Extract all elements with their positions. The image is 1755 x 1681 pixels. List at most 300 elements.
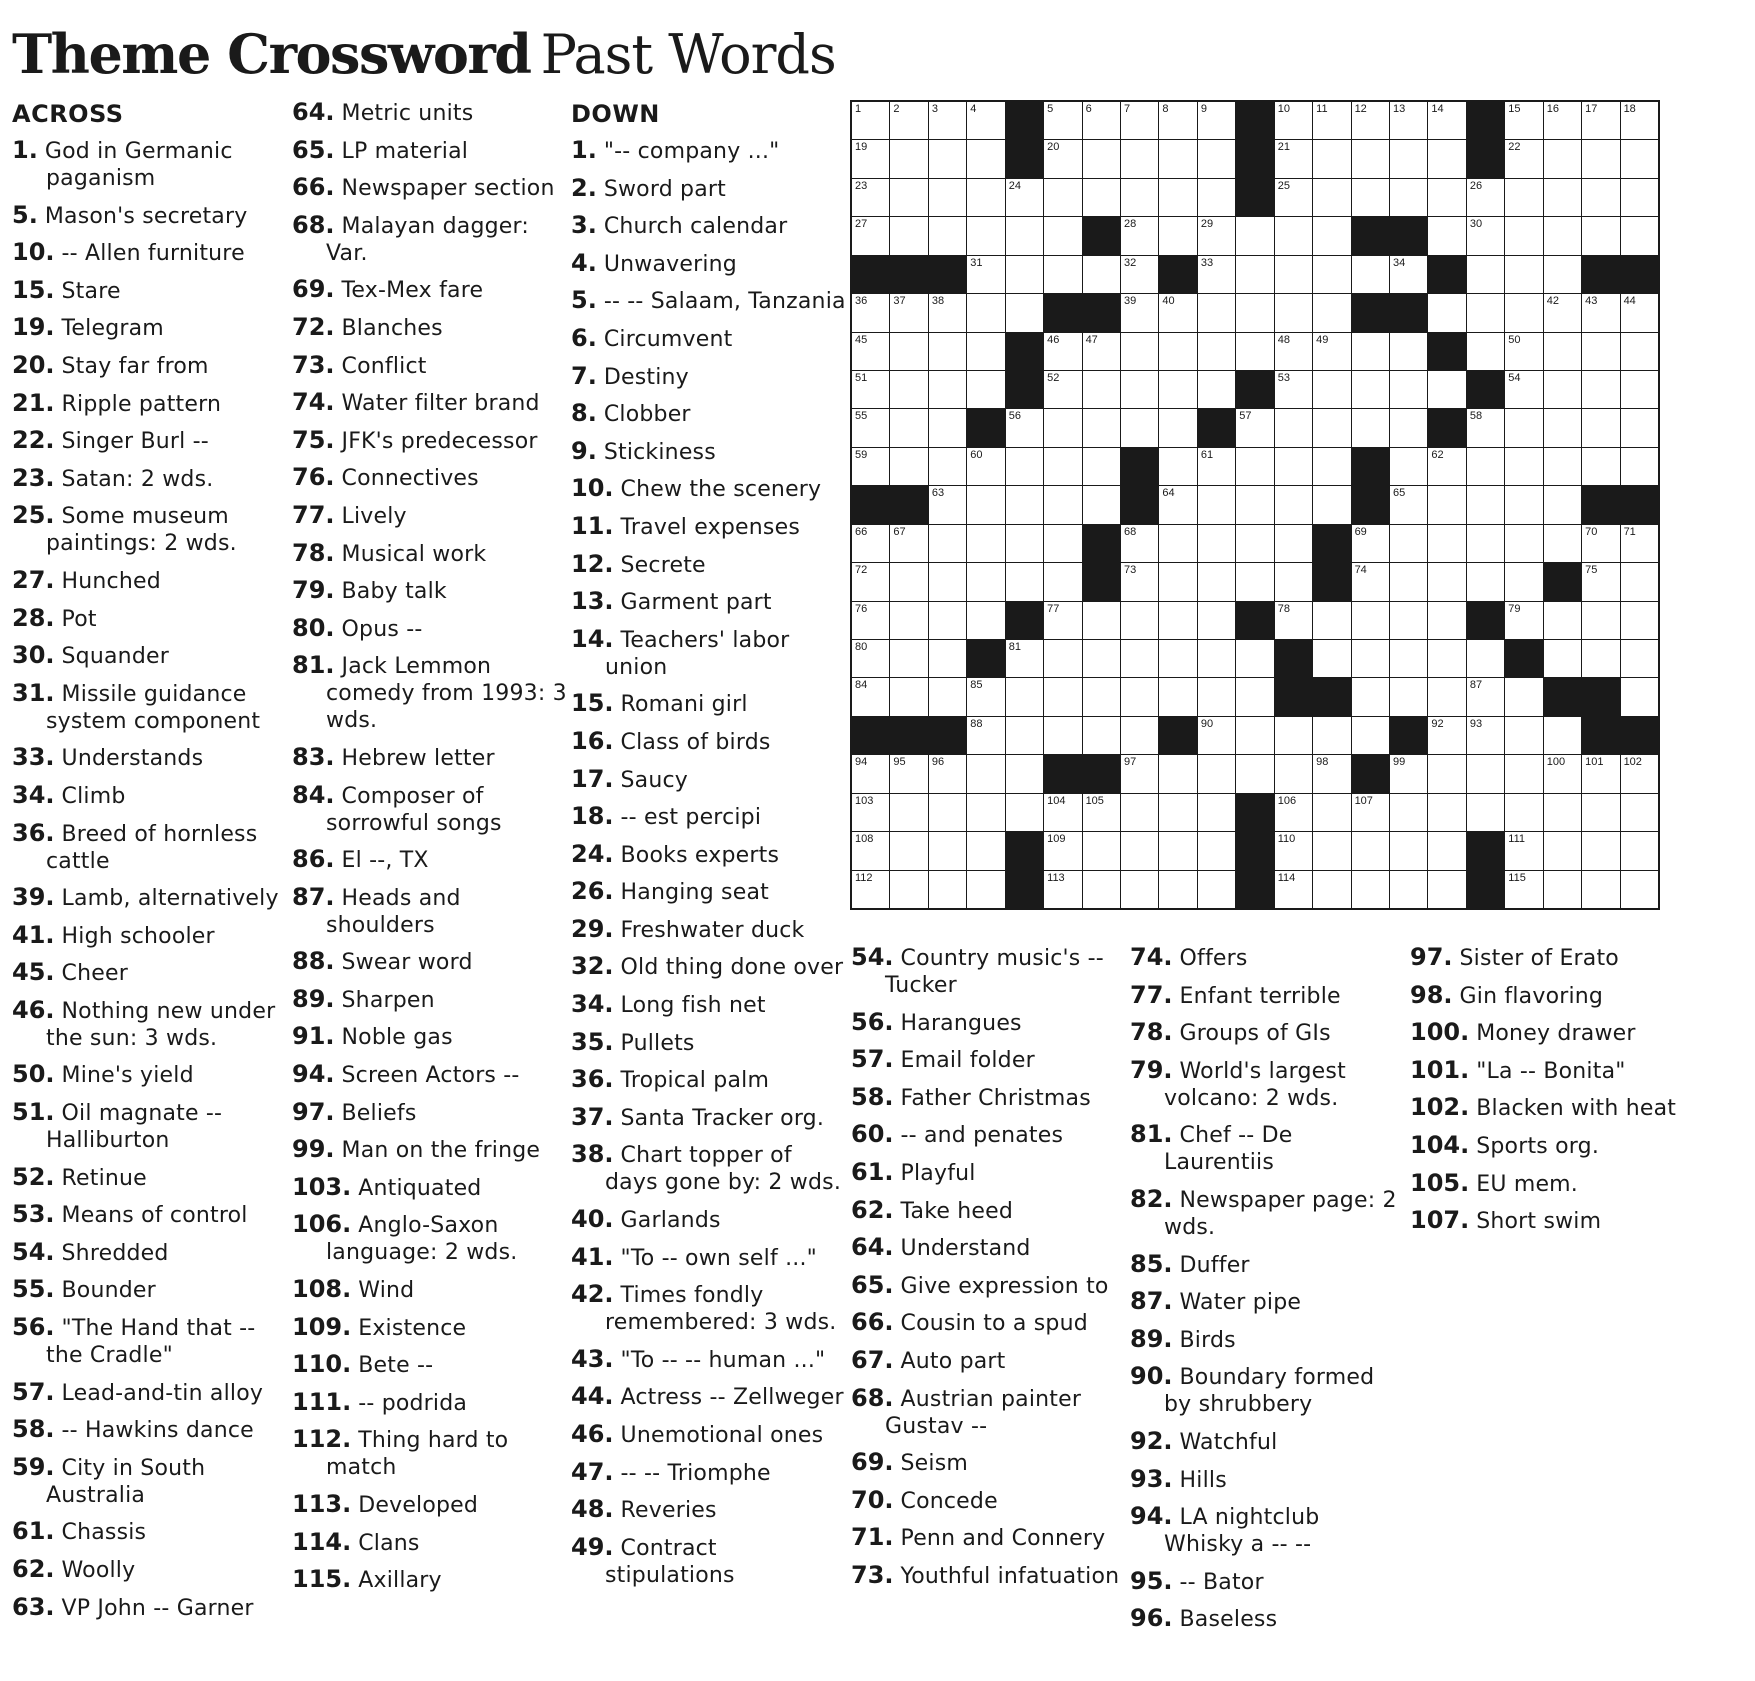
grid-cell[interactable] (1198, 102, 1235, 139)
grid-cell[interactable] (1313, 217, 1350, 254)
grid-cell[interactable] (1198, 140, 1235, 177)
grid-cell[interactable] (1275, 294, 1312, 331)
down-clue[interactable] (1130, 1466, 1406, 1494)
grid-cell[interactable] (1236, 256, 1273, 293)
grid-cell[interactable] (967, 486, 1004, 523)
grid-cell[interactable] (1352, 563, 1389, 600)
grid-cell[interactable] (1236, 755, 1273, 792)
across-clue[interactable] (12, 1556, 282, 1584)
down-clue[interactable] (1410, 1094, 1686, 1122)
grid-cell[interactable] (1313, 371, 1350, 408)
grid-cell[interactable] (929, 102, 966, 139)
across-clue[interactable] (12, 1594, 282, 1622)
grid-cell[interactable] (1044, 871, 1081, 908)
down-clue[interactable] (851, 944, 1127, 999)
down-clue[interactable] (1130, 1019, 1406, 1047)
grid-cell[interactable] (1505, 140, 1542, 177)
grid-cell[interactable] (1582, 525, 1619, 562)
down-clue[interactable] (571, 137, 847, 165)
grid-cell[interactable] (1275, 832, 1312, 869)
grid-cell[interactable] (1428, 832, 1465, 869)
grid-cell[interactable] (929, 525, 966, 562)
down-clue[interactable] (851, 1309, 1127, 1337)
grid-cell[interactable] (1428, 179, 1465, 216)
down-clue[interactable] (571, 1066, 847, 1094)
grid-cell[interactable] (1313, 409, 1350, 446)
grid-cell[interactable] (1006, 294, 1043, 331)
across-clue[interactable] (292, 389, 568, 417)
down-clue[interactable] (851, 1385, 1127, 1440)
grid-cell[interactable] (1198, 563, 1235, 600)
grid-cell[interactable] (1544, 102, 1581, 139)
down-clue[interactable] (851, 1009, 1127, 1037)
grid-cell[interactable] (1467, 640, 1504, 677)
grid-cell[interactable] (1582, 832, 1619, 869)
grid-cell[interactable] (1390, 794, 1427, 831)
grid-cell[interactable] (852, 525, 889, 562)
across-clue[interactable] (12, 884, 282, 912)
grid-cell[interactable] (1006, 525, 1043, 562)
down-clue[interactable] (571, 175, 847, 203)
grid-cell[interactable] (1198, 832, 1235, 869)
across-clue[interactable] (12, 1061, 282, 1089)
grid-cell[interactable] (1390, 486, 1427, 523)
grid-cell[interactable] (890, 217, 927, 254)
grid-cell[interactable] (1505, 371, 1542, 408)
grid-cell[interactable] (967, 717, 1004, 754)
grid-cell[interactable] (890, 640, 927, 677)
across-clue[interactable] (12, 820, 282, 875)
grid-cell[interactable] (1083, 794, 1120, 831)
grid-cell[interactable] (1159, 525, 1196, 562)
grid-cell[interactable] (890, 832, 927, 869)
grid-cell[interactable] (1428, 602, 1465, 639)
grid-cell[interactable] (1582, 333, 1619, 370)
grid-cell[interactable] (1505, 794, 1542, 831)
grid-cell[interactable] (1544, 409, 1581, 446)
grid-cell[interactable] (1083, 602, 1120, 639)
grid-cell[interactable] (1313, 871, 1350, 908)
down-clue[interactable] (1130, 1605, 1406, 1633)
grid-cell[interactable] (1006, 563, 1043, 600)
grid-cell[interactable] (852, 563, 889, 600)
grid-cell[interactable] (1352, 794, 1389, 831)
grid-cell[interactable] (967, 333, 1004, 370)
grid-cell[interactable] (1275, 333, 1312, 370)
across-clue[interactable] (292, 137, 568, 165)
across-clue[interactable] (292, 1061, 568, 1089)
grid-cell[interactable] (929, 140, 966, 177)
grid-cell[interactable] (967, 563, 1004, 600)
grid-cell[interactable] (1313, 333, 1350, 370)
grid-cell[interactable] (1505, 179, 1542, 216)
grid-cell[interactable] (1121, 525, 1158, 562)
grid-cell[interactable] (1006, 256, 1043, 293)
across-clue[interactable] (292, 1174, 568, 1202)
down-clue[interactable] (571, 212, 847, 240)
grid-cell[interactable] (1044, 563, 1081, 600)
grid-cell[interactable] (1044, 794, 1081, 831)
grid-cell[interactable] (1044, 217, 1081, 254)
grid-cell[interactable] (967, 102, 1004, 139)
grid-cell[interactable] (967, 256, 1004, 293)
grid-cell[interactable] (1352, 333, 1389, 370)
grid-cell[interactable] (1006, 755, 1043, 792)
grid-cell[interactable] (890, 563, 927, 600)
grid-cell[interactable] (1352, 525, 1389, 562)
grid-cell[interactable] (1313, 832, 1350, 869)
grid-cell[interactable] (890, 140, 927, 177)
across-clue[interactable] (12, 997, 282, 1052)
across-clue[interactable] (12, 277, 282, 305)
across-clue[interactable] (12, 642, 282, 670)
grid-cell[interactable] (1467, 525, 1504, 562)
grid-cell[interactable] (1159, 179, 1196, 216)
grid-cell[interactable] (1083, 333, 1120, 370)
grid-cell[interactable] (1390, 525, 1427, 562)
grid-cell[interactable] (1582, 602, 1619, 639)
down-clue[interactable] (571, 1383, 847, 1411)
across-clue[interactable] (292, 352, 568, 380)
across-clue[interactable] (292, 782, 568, 837)
grid-cell[interactable] (890, 409, 927, 446)
down-clue[interactable] (851, 1449, 1127, 1477)
grid-cell[interactable] (1505, 102, 1542, 139)
grid-cell[interactable] (1198, 755, 1235, 792)
grid-cell[interactable] (852, 602, 889, 639)
grid-cell[interactable] (1505, 525, 1542, 562)
grid-cell[interactable] (1621, 371, 1658, 408)
grid-cell[interactable] (1159, 217, 1196, 254)
grid-cell[interactable] (1236, 525, 1273, 562)
grid-cell[interactable] (1505, 832, 1542, 869)
grid-cell[interactable] (1352, 256, 1389, 293)
grid-cell[interactable] (1390, 140, 1427, 177)
grid-cell[interactable] (1621, 448, 1658, 485)
across-clue[interactable] (292, 1351, 568, 1379)
grid-cell[interactable] (967, 755, 1004, 792)
down-clue[interactable] (1130, 1503, 1406, 1558)
grid-cell[interactable] (967, 525, 1004, 562)
down-clue[interactable] (571, 1141, 847, 1196)
grid-cell[interactable] (1582, 217, 1619, 254)
across-clue[interactable] (12, 1164, 282, 1192)
grid-cell[interactable] (1044, 179, 1081, 216)
down-clue[interactable] (851, 1487, 1127, 1515)
grid-cell[interactable] (852, 140, 889, 177)
across-clue[interactable] (292, 502, 568, 530)
across-clue[interactable] (12, 680, 282, 735)
grid-cell[interactable] (1544, 294, 1581, 331)
grid-cell[interactable] (1544, 755, 1581, 792)
grid-cell[interactable] (1428, 486, 1465, 523)
across-clue[interactable] (292, 846, 568, 874)
grid-cell[interactable] (1621, 179, 1658, 216)
down-clue[interactable] (851, 1121, 1127, 1149)
grid-cell[interactable] (1121, 102, 1158, 139)
grid-cell[interactable] (1467, 217, 1504, 254)
down-clue[interactable] (571, 626, 847, 681)
grid-cell[interactable] (1505, 717, 1542, 754)
grid-cell[interactable] (967, 217, 1004, 254)
grid-cell[interactable] (1544, 602, 1581, 639)
grid-cell[interactable] (1313, 602, 1350, 639)
grid-cell[interactable] (929, 486, 966, 523)
grid-cell[interactable] (1467, 794, 1504, 831)
grid-cell[interactable] (1044, 448, 1081, 485)
grid-cell[interactable] (967, 871, 1004, 908)
grid-cell[interactable] (1236, 333, 1273, 370)
grid-cell[interactable] (1544, 640, 1581, 677)
grid-cell[interactable] (1198, 640, 1235, 677)
across-clue[interactable] (292, 1491, 568, 1519)
grid-cell[interactable] (1352, 717, 1389, 754)
grid-cell[interactable] (1505, 333, 1542, 370)
grid-cell[interactable] (1621, 871, 1658, 908)
grid-cell[interactable] (1159, 794, 1196, 831)
grid-cell[interactable] (1505, 563, 1542, 600)
grid-cell[interactable] (1352, 409, 1389, 446)
grid-cell[interactable] (1352, 602, 1389, 639)
down-clue[interactable] (1410, 1019, 1686, 1047)
grid-cell[interactable] (1159, 832, 1196, 869)
grid-cell[interactable] (1083, 448, 1120, 485)
grid-cell[interactable] (1121, 832, 1158, 869)
down-clue[interactable] (571, 1346, 847, 1374)
grid-cell[interactable] (1352, 102, 1389, 139)
down-clue[interactable] (1130, 1251, 1406, 1279)
down-clue[interactable] (1410, 1057, 1686, 1085)
grid-cell[interactable] (929, 333, 966, 370)
grid-cell[interactable] (929, 563, 966, 600)
down-clue[interactable] (571, 728, 847, 756)
grid-cell[interactable] (1313, 448, 1350, 485)
across-clue[interactable] (292, 1529, 568, 1557)
down-clue[interactable] (1410, 982, 1686, 1010)
grid-cell[interactable] (1467, 179, 1504, 216)
down-clue[interactable] (851, 1197, 1127, 1225)
down-clue[interactable] (571, 513, 847, 541)
grid-cell[interactable] (1198, 371, 1235, 408)
down-clue[interactable] (1130, 1121, 1406, 1176)
down-clue[interactable] (1410, 1170, 1686, 1198)
grid-cell[interactable] (1275, 256, 1312, 293)
grid-cell[interactable] (1544, 371, 1581, 408)
grid-cell[interactable] (1428, 448, 1465, 485)
down-clue[interactable] (571, 1281, 847, 1336)
grid-cell[interactable] (852, 832, 889, 869)
down-clue[interactable] (571, 475, 847, 503)
across-clue[interactable] (12, 314, 282, 342)
grid-cell[interactable] (890, 371, 927, 408)
grid-cell[interactable] (1390, 755, 1427, 792)
grid-cell[interactable] (1390, 409, 1427, 446)
grid-cell[interactable] (1006, 794, 1043, 831)
grid-cell[interactable] (1428, 755, 1465, 792)
grid-cell[interactable] (1544, 717, 1581, 754)
grid-cell[interactable] (1505, 871, 1542, 908)
grid-cell[interactable] (1621, 294, 1658, 331)
grid-cell[interactable] (1159, 333, 1196, 370)
grid-cell[interactable] (929, 179, 966, 216)
grid-cell[interactable] (1006, 640, 1043, 677)
grid-cell[interactable] (1275, 525, 1312, 562)
grid-cell[interactable] (1428, 717, 1465, 754)
grid-cell[interactable] (1083, 102, 1120, 139)
across-clue[interactable] (292, 427, 568, 455)
grid-cell[interactable] (1159, 871, 1196, 908)
grid-cell[interactable] (1505, 602, 1542, 639)
across-clue[interactable] (12, 1518, 282, 1546)
grid-cell[interactable] (1159, 602, 1196, 639)
grid-cell[interactable] (1621, 640, 1658, 677)
grid-cell[interactable] (1236, 217, 1273, 254)
grid-cell[interactable] (1083, 179, 1120, 216)
grid-cell[interactable] (1428, 140, 1465, 177)
grid-cell[interactable] (1198, 525, 1235, 562)
grid-cell[interactable] (1428, 678, 1465, 715)
grid-cell[interactable] (1083, 140, 1120, 177)
grid-cell[interactable] (890, 102, 927, 139)
across-clue[interactable] (292, 540, 568, 568)
grid-cell[interactable] (1044, 678, 1081, 715)
down-clue[interactable] (851, 1159, 1127, 1187)
across-clue[interactable] (12, 465, 282, 493)
grid-cell[interactable] (852, 217, 889, 254)
grid-cell[interactable] (852, 640, 889, 677)
grid-cell[interactable] (890, 871, 927, 908)
grid-cell[interactable] (1467, 294, 1504, 331)
grid-cell[interactable] (1044, 640, 1081, 677)
grid-cell[interactable] (852, 333, 889, 370)
grid-cell[interactable] (1121, 755, 1158, 792)
grid-cell[interactable] (1236, 294, 1273, 331)
grid-cell[interactable] (1044, 409, 1081, 446)
grid-cell[interactable] (1428, 640, 1465, 677)
down-clue[interactable] (1410, 944, 1686, 972)
grid-cell[interactable] (1121, 563, 1158, 600)
down-clue[interactable] (571, 1496, 847, 1524)
grid-cell[interactable] (1544, 333, 1581, 370)
grid-cell[interactable] (890, 333, 927, 370)
grid-cell[interactable] (1198, 179, 1235, 216)
grid-cell[interactable] (890, 794, 927, 831)
grid-cell[interactable] (1621, 409, 1658, 446)
grid-cell[interactable] (890, 448, 927, 485)
grid-cell[interactable] (852, 371, 889, 408)
grid-cell[interactable] (1467, 256, 1504, 293)
grid-cell[interactable] (967, 602, 1004, 639)
grid-cell[interactable] (1198, 794, 1235, 831)
grid-cell[interactable] (1352, 832, 1389, 869)
grid-cell[interactable] (1505, 678, 1542, 715)
grid-cell[interactable] (1428, 563, 1465, 600)
down-clue[interactable] (1410, 1132, 1686, 1160)
grid-cell[interactable] (1467, 333, 1504, 370)
grid-cell[interactable] (1390, 371, 1427, 408)
grid-cell[interactable] (1159, 640, 1196, 677)
grid-cell[interactable] (1544, 486, 1581, 523)
down-clue[interactable] (1130, 982, 1406, 1010)
grid-cell[interactable] (1428, 871, 1465, 908)
grid-cell[interactable] (1275, 371, 1312, 408)
grid-cell[interactable] (1352, 640, 1389, 677)
grid-cell[interactable] (1236, 486, 1273, 523)
grid-cell[interactable] (967, 794, 1004, 831)
grid-cell[interactable] (1275, 871, 1312, 908)
across-clue[interactable] (292, 1566, 568, 1594)
grid-cell[interactable] (1390, 256, 1427, 293)
grid-cell[interactable] (1044, 602, 1081, 639)
across-clue[interactable] (12, 1276, 282, 1304)
grid-cell[interactable] (1621, 755, 1658, 792)
grid-cell[interactable] (1582, 140, 1619, 177)
down-clue[interactable] (571, 1459, 847, 1487)
down-clue[interactable] (1130, 1326, 1406, 1354)
grid-cell[interactable] (1467, 486, 1504, 523)
down-clue[interactable] (571, 841, 847, 869)
grid-cell[interactable] (1313, 640, 1350, 677)
grid-cell[interactable] (1121, 294, 1158, 331)
grid-cell[interactable] (852, 794, 889, 831)
across-clue[interactable] (12, 390, 282, 418)
grid-cell[interactable] (1236, 640, 1273, 677)
grid-cell[interactable] (1006, 486, 1043, 523)
across-clue[interactable] (12, 922, 282, 950)
across-clue[interactable] (292, 577, 568, 605)
grid-cell[interactable] (1352, 140, 1389, 177)
down-clue[interactable] (571, 953, 847, 981)
grid-cell[interactable] (1428, 371, 1465, 408)
grid-cell[interactable] (852, 678, 889, 715)
grid-cell[interactable] (1006, 217, 1043, 254)
across-clue[interactable] (12, 605, 282, 633)
down-clue[interactable] (571, 1244, 847, 1272)
grid-cell[interactable] (890, 678, 927, 715)
grid-cell[interactable] (967, 294, 1004, 331)
grid-cell[interactable] (1121, 179, 1158, 216)
across-clue[interactable] (292, 464, 568, 492)
grid-cell[interactable] (929, 371, 966, 408)
down-clue[interactable] (1130, 1363, 1406, 1418)
grid-cell[interactable] (1467, 448, 1504, 485)
grid-cell[interactable] (1390, 602, 1427, 639)
grid-cell[interactable] (1198, 256, 1235, 293)
grid-cell[interactable] (1198, 871, 1235, 908)
grid-cell[interactable] (1121, 640, 1158, 677)
grid-cell[interactable] (967, 140, 1004, 177)
down-clue[interactable] (571, 325, 847, 353)
grid-cell[interactable] (967, 179, 1004, 216)
grid-cell[interactable] (852, 871, 889, 908)
down-clue[interactable] (851, 1524, 1127, 1552)
grid-cell[interactable] (1582, 563, 1619, 600)
grid-cell[interactable] (1121, 371, 1158, 408)
down-clue[interactable] (571, 878, 847, 906)
grid-cell[interactable] (1044, 256, 1081, 293)
grid-cell[interactable] (1390, 563, 1427, 600)
down-clue[interactable] (571, 1534, 847, 1589)
across-clue[interactable] (292, 1389, 568, 1417)
grid-cell[interactable] (1121, 140, 1158, 177)
grid-cell[interactable] (1083, 640, 1120, 677)
grid-cell[interactable] (1198, 678, 1235, 715)
grid-cell[interactable] (1044, 102, 1081, 139)
down-clue[interactable] (851, 1084, 1127, 1112)
down-clue[interactable] (571, 766, 847, 794)
grid-cell[interactable] (1275, 448, 1312, 485)
grid-cell[interactable] (1313, 486, 1350, 523)
